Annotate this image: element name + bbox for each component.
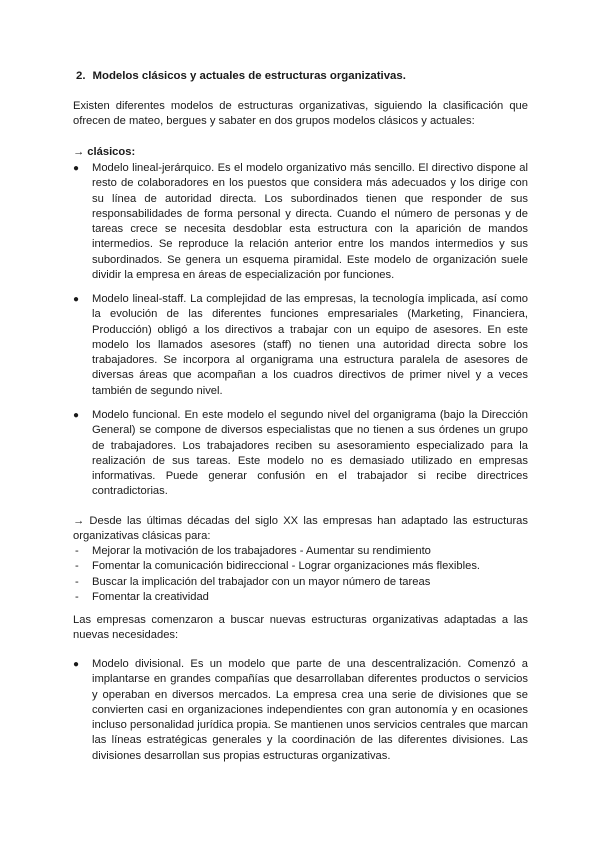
- dash-item: [73, 544, 528, 559]
- section-title: Modelos clásicos y actuales de estructuras organizativas.: [92, 70, 406, 82]
- bullet-item-lineal-jerarquico: [73, 161, 528, 283]
- desde-paragraph: → Desde las últimas décadas del siglo XX las empresas han adaptado las estructuras organizativas clásicas para:: [73, 515, 528, 543]
- bullet-icon: ●: [73, 659, 80, 670]
- dash-icon: -: [75, 545, 79, 557]
- dash-icon: -: [75, 590, 79, 603]
- bullet-item-funcional: [73, 408, 528, 500]
- bullet-text: Modelo lineal-jerárquico. Es el modelo organizativo más sencillo. El directivo dispone al resto de colaboradores en los puestos que considera más adecuados y los dirige con su línea de autoridad directa. Los subordinados tienen que responder de sus responsabilidades de forma personal y directa. Cuando el número de personas y de tareas crece se necesita desdoblar esta estructura con la aparición de mandos intermedios. Se reproduce la relación anterior entre los mandos intermedios y sus subordinados. Se genera un esquema piramidal. Este modelo de organización suele dividir la empresa en áreas de especialización por funciones.: [92, 162, 528, 282]
- intro-paragraph: Existen diferentes modelos de estructuras organizativas, siguiendo la clasificación que ofrecen de mateo, bergues y sabater en dos grupos modelos clásicos y actuales:: [73, 100, 528, 128]
- dash-item: [73, 575, 528, 590]
- bullet-text: Modelo divisional. Es un modelo que parte de una descentralización. Comenzó a implantarse en grandes compañías que desarrollaban diferentes productos o servicios y operaban en diversos mercados. La empresa crea una serie de divisiones que se convierten casi en organizaciones independientes con gran autonomía y en ocasiones incluso personalidad jurídica propia. Se mantienen unos servicios centrales que marcan las líneas estratégicas generales y la coordinación de las diferentes divisiones. Las divisiones desarrollan sus propias estructuras organizativas.: [92, 658, 528, 762]
- bullet-text: Modelo funcional. En este modelo el segundo nivel del organigrama (bajo la Dirección General) se compone de diversos especialistas que no tienen a sus órdenes un grupo de trabajadores. Los trabajadores reciben su asesoramiento especializado para la realización de sus tareas. Este modelo no es demasiado utilizado en empresas informativas. Puede generar confusión en el trabajador si recibe directrices contradictorias.: [92, 409, 528, 498]
- bullet-item-divisional: [73, 657, 528, 764]
- dash-list: [73, 544, 528, 605]
- dash-item-text: Buscar la implicación del trabajador con un mayor número de tareas: [92, 575, 431, 588]
- dash-item-text: Fomentar la comunicación bidireccional - Lograr organizaciones más flexibles.: [92, 560, 481, 573]
- dash-icon: -: [75, 575, 79, 588]
- bullet-text: Modelo lineal-staff. La complejidad de las empresas, la tecnología implicada, así como la evolución de las diferentes funciones empresariales (Marketing, Financiera, Producción) obligó a los directivos a trabajar con un equipo de asesores. En este modelo los llamados asesores (staff) no tienen una autoridad directa sobre los trabajadores. Se incorpora al organigrama una estructura paralela de asesores de diversas áreas que acompañan a los cuadros directivos de primer nivel y a veces también de segundo nivel.: [92, 293, 528, 397]
- dash-item: [73, 559, 528, 574]
- dash-item-text: Fomentar la creatividad: [92, 590, 209, 603]
- dash-item-text: Mejorar la motivación de los trabajadores - Aumentar su rendimiento: [92, 545, 431, 557]
- section-number: 2.: [76, 70, 86, 82]
- dash-item: [73, 590, 528, 605]
- section-heading: [76, 69, 406, 84]
- nuevas-paragraph: Las empresas comenzaron a buscar nuevas estructuras organizativas adaptadas a las nuevas necesidades:: [73, 614, 528, 642]
- clasicos-label: → clásicos:: [73, 146, 136, 158]
- dash-icon: -: [75, 560, 79, 573]
- bullet-icon: ●: [73, 294, 80, 305]
- bullet-item-lineal-staff: [73, 292, 528, 399]
- bullet-icon: ●: [73, 410, 80, 421]
- bullet-icon: ●: [73, 163, 80, 174]
